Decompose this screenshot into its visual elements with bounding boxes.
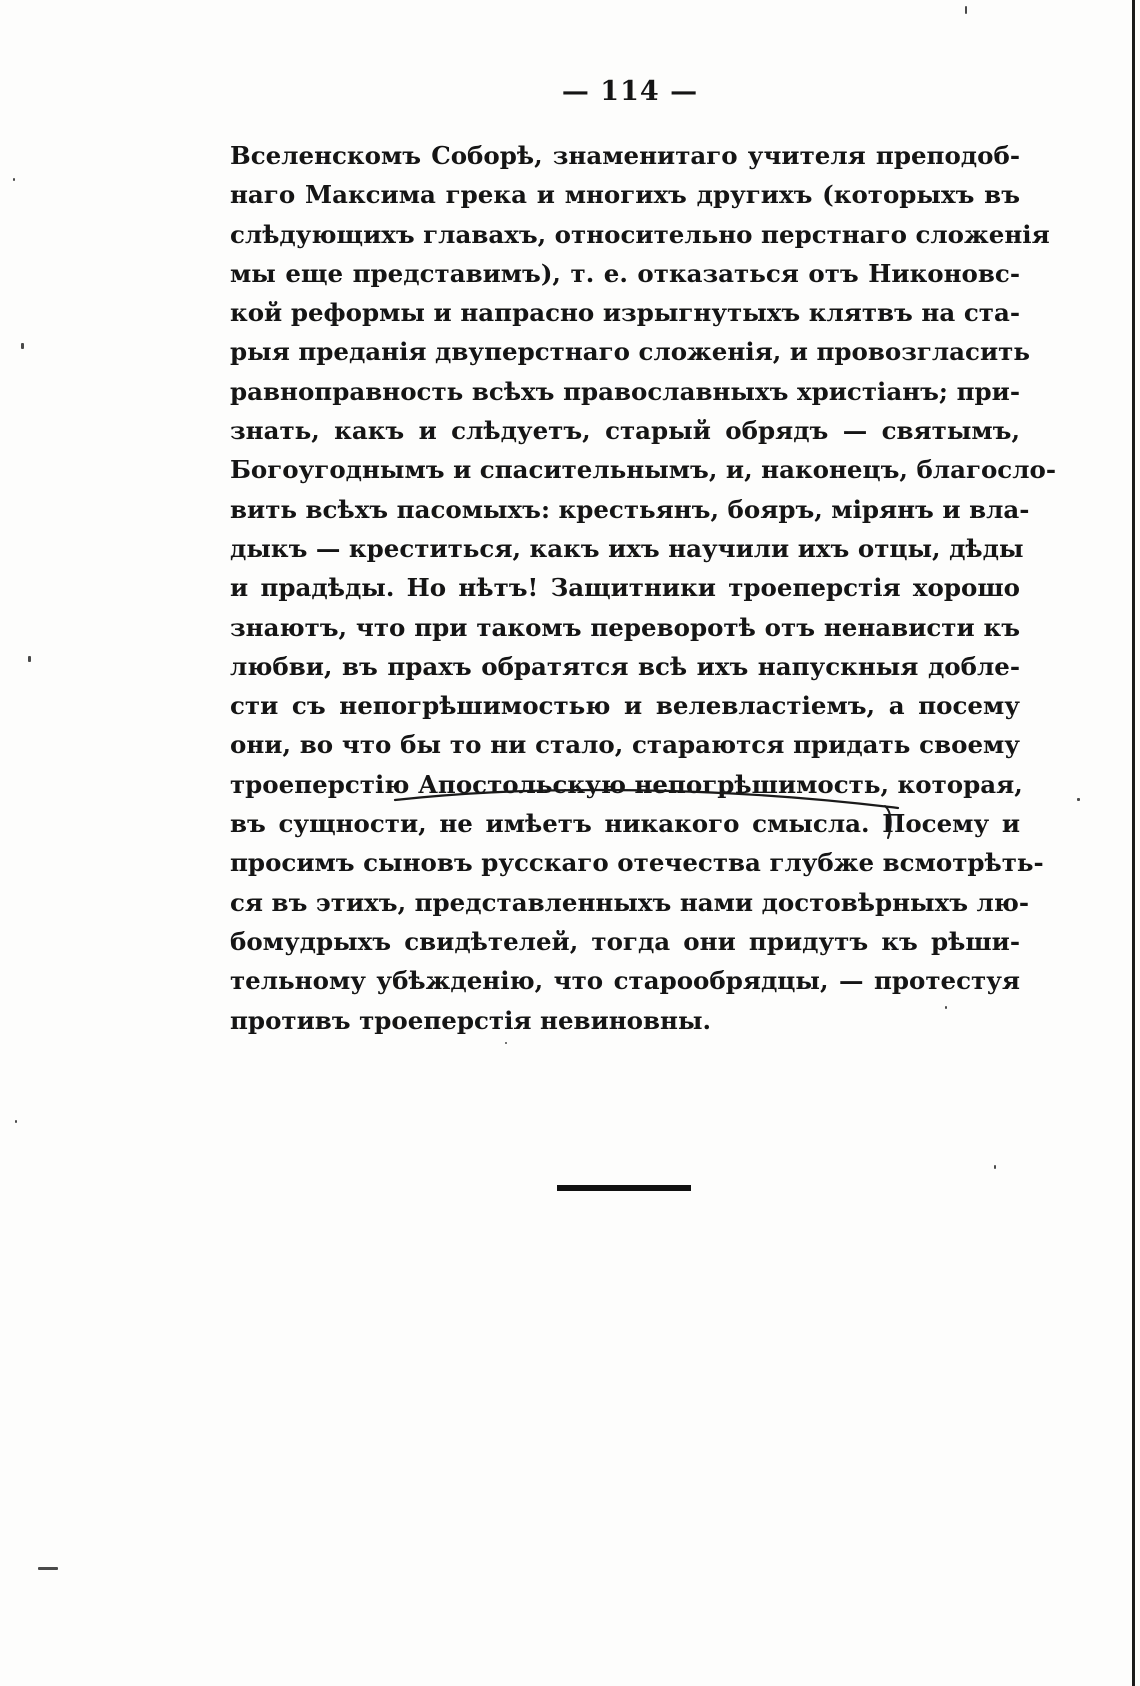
scan-speck [13,178,15,181]
page-number: — 114 — [561,76,699,107]
text-line: троеперстію Апостольскую непогрѣшимость, которая, [230,769,1023,799]
text-line: дыкъ — креститься, какъ ихъ научили ихъ отцы, дѣды [230,533,1024,563]
scan-speck [28,656,31,662]
scan-speck [1077,798,1080,801]
text-line: въ сущности, не имѣетъ никакого смысла. Посему и [230,809,1020,839]
scan-speck [945,1006,947,1009]
text-line: равноправность всѣхъ православныхъ христіанъ; при- [230,376,1020,406]
text-line: Богоугоднымъ и спасительнымъ, и, наконецъ, благосло- [230,455,1057,485]
scan-edge-bar [1132,0,1135,1686]
scan-speck [994,1165,996,1169]
scan-speck [21,343,24,349]
scan-speck [15,1120,17,1123]
text-line: знаютъ, что при такомъ переворотѣ отъ ненависти къ [230,612,1020,642]
text-line: знать, какъ и слѣдуетъ, старый обрядъ — святымъ, [230,416,1020,446]
text-line: и прадѣды. Но нѣтъ! Защитники троеперстія хорошо [230,573,1020,603]
text-line: они, во что бы то ни стало, стараются придать своему [230,730,1020,760]
text-line: просимъ сыновъ русскаго отечества глубже всмотрѣть- [230,848,1044,878]
scan-speck [505,1042,507,1044]
text-line: кой реформы и напрасно изрыгнутыхъ клятвъ на ста- [230,298,1020,328]
text-line: слѣдующихъ главахъ, относительно перстнаго сложенія [230,219,1050,249]
text-line: мы еще представимъ), т. е. отказаться отъ Никоновс- [230,258,1020,288]
text-line: любви, въ прахъ обратятся всѣ ихъ напускныя добле- [230,651,1020,681]
text-line: рыя преданія двуперстнаго сложенія, и провозгласить [230,337,1030,367]
text-line: вить всѣхъ пасомыхъ: крестьянъ, бояръ, мірянъ и вла- [230,494,1030,524]
text-line-last: противъ троеперстія невиновны. [230,1005,712,1035]
text-line: сти съ непогрѣшимостью и велевластіемъ, а посему [230,691,1020,721]
end-of-chapter-rule [557,1185,691,1191]
scan-speck [38,1567,58,1570]
text-line: Вселенскомъ Соборѣ, знаменитаго учителя преподоб- [230,141,1020,170]
text-line: бомудрыхъ свидѣтелей, тогда они придутъ къ рѣши- [230,926,1020,956]
text-line: тельному убѣжденію, что старообрядцы, — протестуя [230,966,1020,996]
text-line: наго Максима грека и многихъ другихъ (которыхъ въ [230,180,1020,210]
scan-speck [965,6,967,14]
text-line: ся въ этихъ, представленныхъ нами достовѣрныхъ лю- [230,887,1030,917]
